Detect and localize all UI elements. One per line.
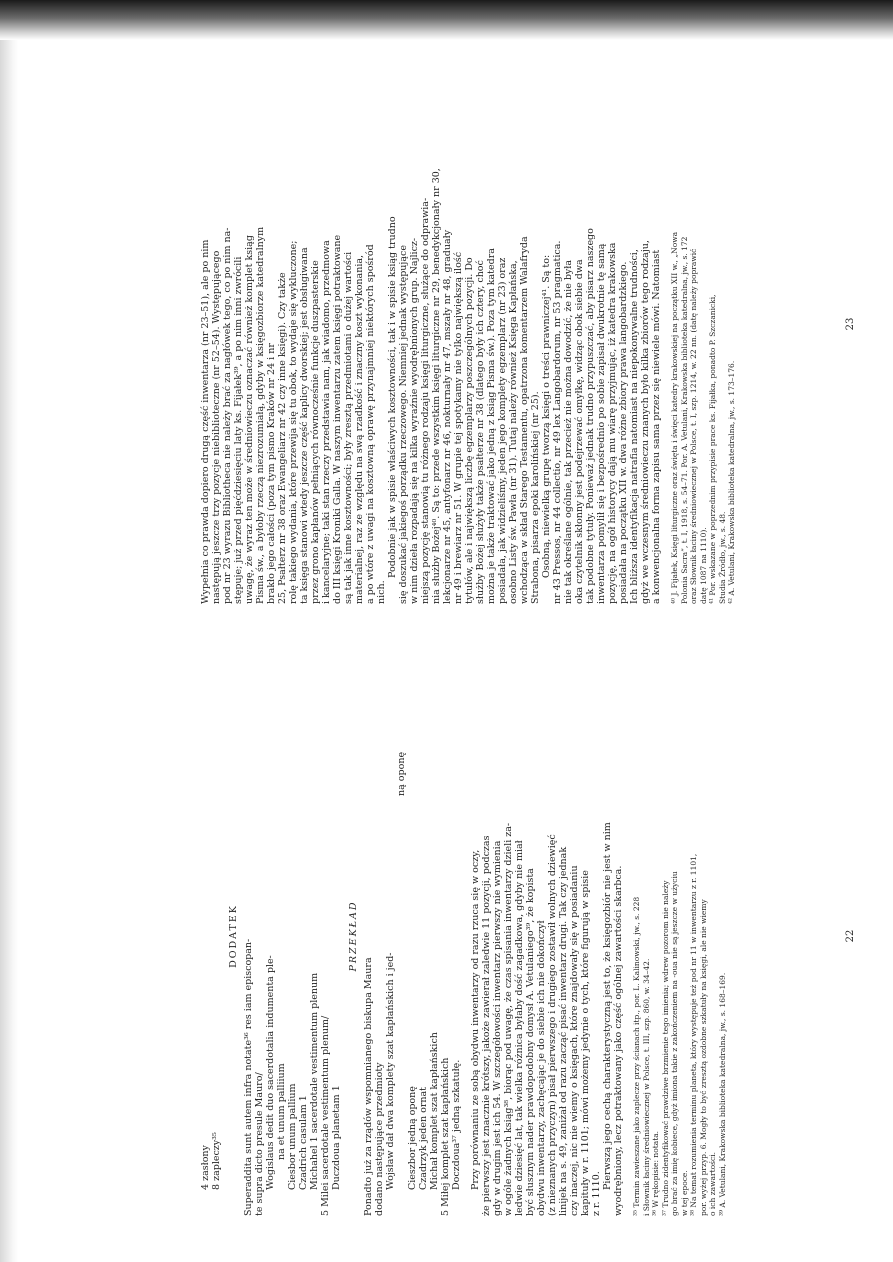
body-line: posiadała na początku XII w. dwa różne zbiory prawa langobardzkiego. [618, 261, 629, 604]
polish-line: Ponadto już za rządów wspomnianego biskupa Maura [363, 957, 374, 1216]
footnote-line: ³⁷ Trudno zidentyfikować prawdziwe brzmienie tego imienia; wdrew pozorom nie należy [660, 880, 670, 1216]
body-line: Ich bliższa identyfikacja natrafia natomiast na niepokonywalne trudności, [629, 249, 640, 604]
body-line: lekcjonarze nr 45, antyfonarz nr 46, nokturnały nr 47, mszały nr 48, graduały [442, 229, 453, 604]
body-line: z r. 1110. [591, 1171, 602, 1216]
body-line: a konwencjonalna forma zapisu sama przez się niewiele mówi. Natomiast [651, 249, 662, 604]
body-text [200, 44, 662, 604]
latin-line: na et unum palliium [276, 1063, 287, 1160]
body-line: przez grono kapłanów pełniących równocześnie funkcje duszpasterskie [310, 260, 321, 604]
body-line: nich. [376, 580, 387, 604]
item-line: 4 zasłony [200, 1145, 211, 1190]
body-line: tak podobne tytuły. Ponieważ jednak trudno przypuszczać, aby pisarz naszego [585, 228, 596, 604]
body-line: (z nieznanych przyczyn) pisał pierwszego i drugiego zostawił wolnych dziewięć [547, 834, 558, 1216]
body-line: oka czytelnik skłonny jest podejrzewać omyłkę, widząc obok siebie dwa [574, 259, 585, 604]
page-23 [200, 44, 860, 604]
body-line: wyodrębniony, lecz potraktowany jako część ogólnej zawartości skarbca. [613, 865, 624, 1216]
scan-shadow [0, 0, 893, 40]
body-line: a po wtóre z uwagi na kosztowną oprawę przynajmniej niektórych spośród [365, 244, 376, 604]
body-line: w nim dzieła rozpadają się na kilka wyraźnie wyodrębnionych grup. Najlicz- [409, 237, 420, 604]
body-line: w ogóle żadnych ksiąg³⁸, biorąc pod uwagę, że czas spisania inwentarzy dzieli za- [503, 822, 514, 1216]
polish-line: Czadrzyk jeden ornat [418, 1087, 429, 1190]
footnote-line: ⁴² A. Vetulani, Krakowska biblioteka katedralna, jw., s. 173–176. [727, 360, 736, 604]
polish-line: 5 Miłej komplet szat kapłańskich [440, 1057, 451, 1216]
body-line: ta księga stanowi wtedy jeszcze część kaplicy dworskiej; jest obsługiwana [299, 247, 310, 604]
latin-line: Czadrich casulam 1 [298, 1095, 309, 1190]
body-line: obydwu inwentarzy, zachęcając je do siebie ich nie dokończył [536, 920, 547, 1216]
body-line: Pisma św., a byłoby rzeczą niezrozumiałą, gdyby w księgozbiorze katedralnym [255, 226, 266, 604]
footnote-line: por. wyżej przyp. 6. Mogły to być zresztą ozdobne szkatuły na księgi, ale nie wiemy [698, 899, 708, 1216]
body-line: uwagę, że wyraz ten może w średniowieczu oznaczać również komplet ksiąg [244, 235, 255, 604]
body-line: następują jeszcze trzy pozycje niebiblioteczne (nr 52–54). Występującego [211, 250, 222, 604]
footnote-line: Polonia Sacra”, t. I, 1918, s. 54–71. Por. A. Vetulani, Krakowska biblioteka katedralna, jw., s. 172 [679, 236, 689, 604]
body-line: 25, Psałterz nr 38 oraz Ewangeliarz nr 42 czy inne księgi). Czy także [277, 272, 288, 604]
page-number: 23 [845, 317, 856, 331]
body-line: Przy porównaniu ze sobą obydwu inwentarzy od razu rzuca się w oczy, [470, 849, 481, 1190]
polish-line: Wojsław dał dwa komplety szat kapłańskich i jed- [385, 952, 396, 1190]
footnote-line: oraz Słownik łaciny średniowiecznej w Polsce, t. I, szp. 1214, w. 22 nn. (datę należy poprawić [689, 248, 698, 604]
footnote-line: datę 1087 na 1110). [698, 527, 708, 604]
dodatek-heading: DODATEK [228, 904, 239, 968]
body-line: że pierwszy jest znacznie krótszy, jakoże zawierał zaledwie 11 pozycji, podczas [481, 835, 492, 1216]
body-line: Osobną, niewielką grupę tworzą księgi o treści prawniczej⁴¹. Są to: [541, 254, 552, 578]
body-line: linijek na s. 49, zaniżał od razu zacząć pisać inwentarz drugi. Tak czy jednak [558, 846, 569, 1216]
latin-line: 5 Milei sacerdotale vestimentum plenum/ [320, 1015, 331, 1216]
polish-line: Doczdoua³⁷ jedną szkatułę. [451, 1059, 462, 1190]
body-line: brakło jego całości (poza tym pismo Kraków nr 24 i nr [266, 343, 277, 604]
body-line: być słusznym nader prawdopodobny domysł A. Vetulaniego³⁹, że kopista [525, 868, 536, 1216]
polish-line: Cieszbor jedną oponę [407, 1086, 418, 1190]
body-line: gdyż we wczesnym średniowieczu znanych było kilka zbiorów tego rodzaju, [640, 240, 651, 604]
body-line: można je także traktować jako jedną z ksiąg Pisma św.). Poza tym katedra [486, 248, 497, 604]
latin-line: Duczdoua planetam 1 [331, 1085, 342, 1190]
body-line: gdy w drugim jest ich 54. W szczegółowości inwentarz pierwszy nie wymienia [492, 840, 503, 1216]
body-line: pod nr 23 wyrazu Bibliotheca nie należy brać za nagłówek tego, co po nim na- [222, 227, 233, 604]
body-line: czy inaczej, nic nie wiemy o księgach, które znajdowały się w posiadaniu [569, 865, 580, 1216]
footnote-line: w tej epoce. [679, 1170, 689, 1216]
footnotes [670, 44, 737, 604]
body-line: nr 43 Pressos, nr 44 collectio, nr 49 lex Langobardorum, nr 53 pragmatica. [552, 240, 563, 604]
body-line: Wypełnia co prawda dopiero drugą część inwentarza (nr 23–51), ale po nim [200, 239, 211, 604]
footnote-line: ³⁹ A. Vetulani, Krakowska biblioteka katedralna, jw., s. 168–169. [717, 972, 727, 1216]
body-line: nie tak określane ogólnie, tak przecież nie można dowodzić, że nie była [563, 259, 574, 604]
body-line: nia służby Bożej⁴⁰. Są to: przede wszystkim księgi liturgiczne nr 29, benedykcjonały nr 30, [431, 168, 442, 604]
polish-line: ną oponę [396, 751, 407, 796]
footnotes [632, 656, 727, 1216]
footnote-line: i Słownik łaciny średniowiecznej w Polsce, t. III, szp. 860, w. 34–42. [641, 958, 651, 1216]
body-line: posiadała, jak widzieliśmy, jeden jego komplety egzemplarz (nr 23) oraz [497, 257, 508, 604]
body-line: i kancelaryjne; taki stan rzeczy przedstawia nam, jak wiadomo, przedmowa [321, 240, 332, 604]
items-top [200, 656, 222, 1216]
body-line: niejszą pozycję stanowią tu różnego rodzaju księgi liturgiczne, służące do odprawia- [420, 197, 431, 604]
body-line: osobno Listy św. Pawła (nr 31). Tutaj należy również Księga Kapłańska, [508, 260, 519, 604]
latin-line: Superaddita sunt autem infra notate³⁶ res iam episcopan- [243, 938, 254, 1216]
body-line: nr 49 i brewiarz nr 51. W grupie tej spotykamy nie tylko największą ilość [453, 251, 464, 604]
footnote-line: o ich zawartości. [708, 1152, 717, 1216]
book-spread [200, 36, 860, 1216]
body-line: tytułów, ale i największą liczbę egzemplarzy poszczególnych pozycji. Do [464, 257, 475, 604]
body-line: wchodząca w skład Starego Testamentu, opatrzona komentarzem Walafryda [519, 236, 530, 604]
page-number: 22 [845, 929, 856, 943]
body-line: Pierwszą jego cechą charakterystyczną jest to, że księgozbiór nie jest w nim [602, 822, 613, 1190]
body-line: są tak jak inne kosztowności; były zresztą przedmiotami o dużej wartości [343, 251, 354, 604]
footnote-line: ³⁵ Termin zawieszane jako zaplecze przy ścianach itp., por. L. Kalinowski, jw., s. 228 [632, 896, 641, 1216]
item-line: 8 zapleczy³⁵ [211, 1132, 222, 1190]
footnote-line: ⁴¹ Por. wskazane w poprzednim przypisie prace ks. Fijałka, ponadto P. Szczanicki, [708, 294, 717, 604]
body-line: kapituły w r. 1101; mówi możemy jedynie o tych, które figurują w spisie [580, 870, 591, 1216]
latin-line: Wogislaus dedit duo sacerdotalia indumenta ple- [265, 955, 276, 1190]
footnote-line: ⁴⁰ J. Fijałek, Księgi liturgiczne oraz święta i święci katedry krakowskiej na początku XII w., „Nowa [670, 231, 679, 604]
footnote-line: ³⁸ Na temat rozumienia terminu planeta, który występuje też pod nr 11 w inwentarzu z r. 1101, [689, 853, 698, 1216]
body-line: materialnej, raz ze względu na swą rzadkość i znaczny koszt wykonania, [354, 254, 365, 604]
body-line: rolę takiego wydania, które przewija się tu obok, to wydaje się wykluczone; [288, 240, 299, 604]
latin-line: Michahel 1 sacerdotale vestimentum plenum [309, 972, 320, 1190]
scan-edge [0, 40, 18, 1262]
polish-text [363, 656, 462, 1216]
body-line: stępuje; już przed pięćdziesięciu laty ks. Fijałek³⁹, a po nim inni zwrócili [233, 256, 244, 604]
body-line: Strabona, pisarza epoki karolińskiej (nr 25). [530, 391, 541, 604]
polish-line: Michał komplet szat kapłańskich [429, 1032, 440, 1190]
latin-line: te supra dicto presule Mauro/ [254, 1072, 265, 1216]
body-line: inwentarza pomylił się i bezpośrednio po sobie zapisał dwukrotnie tę samą [596, 243, 607, 604]
latin-text [243, 656, 342, 1216]
body-line: Podobnie jak w spisie właściwych kosztowności, tak i w spisie ksiąg trudno [387, 216, 398, 578]
body-text [470, 656, 624, 1216]
footnote-line: go brać za imię kobiece, gdyż imiona takie z zakończeniem na -oua nie są jeszcze w użyciu [670, 871, 679, 1216]
footnote-line: Studia Źródło, jw., s. 48. [717, 511, 727, 604]
polish-line: dodano następujące przedmioty [374, 1062, 385, 1216]
footnote-line: ³⁶ W rękopisie: notata. [651, 1130, 660, 1216]
latin-line: Ciesbor unum pallium [287, 1083, 298, 1190]
page-22 [200, 656, 860, 1216]
body-line: do III księgi Kroniki Galla. W naszym inwentarzu zatem księgi potraktowane [332, 234, 343, 604]
body-line: służby Bożej służyły także psałterze nr 38 (dlatego były ich cztery, choć [475, 260, 486, 604]
body-line: się doszukać jakiegoś porządku rzeczowego. Niemniej jednak występujące [398, 245, 409, 604]
przeklad-heading: PRZEKŁAD [348, 900, 359, 972]
body-line: ledwie dziesięć lat, tak wielka różnica byłaby dość zagadkowa, gdyby nie miał [514, 840, 525, 1216]
body-line: pozycję, na ogół historycy dają mu wiarę przyjmując, iż katedra krakowska [607, 242, 618, 604]
